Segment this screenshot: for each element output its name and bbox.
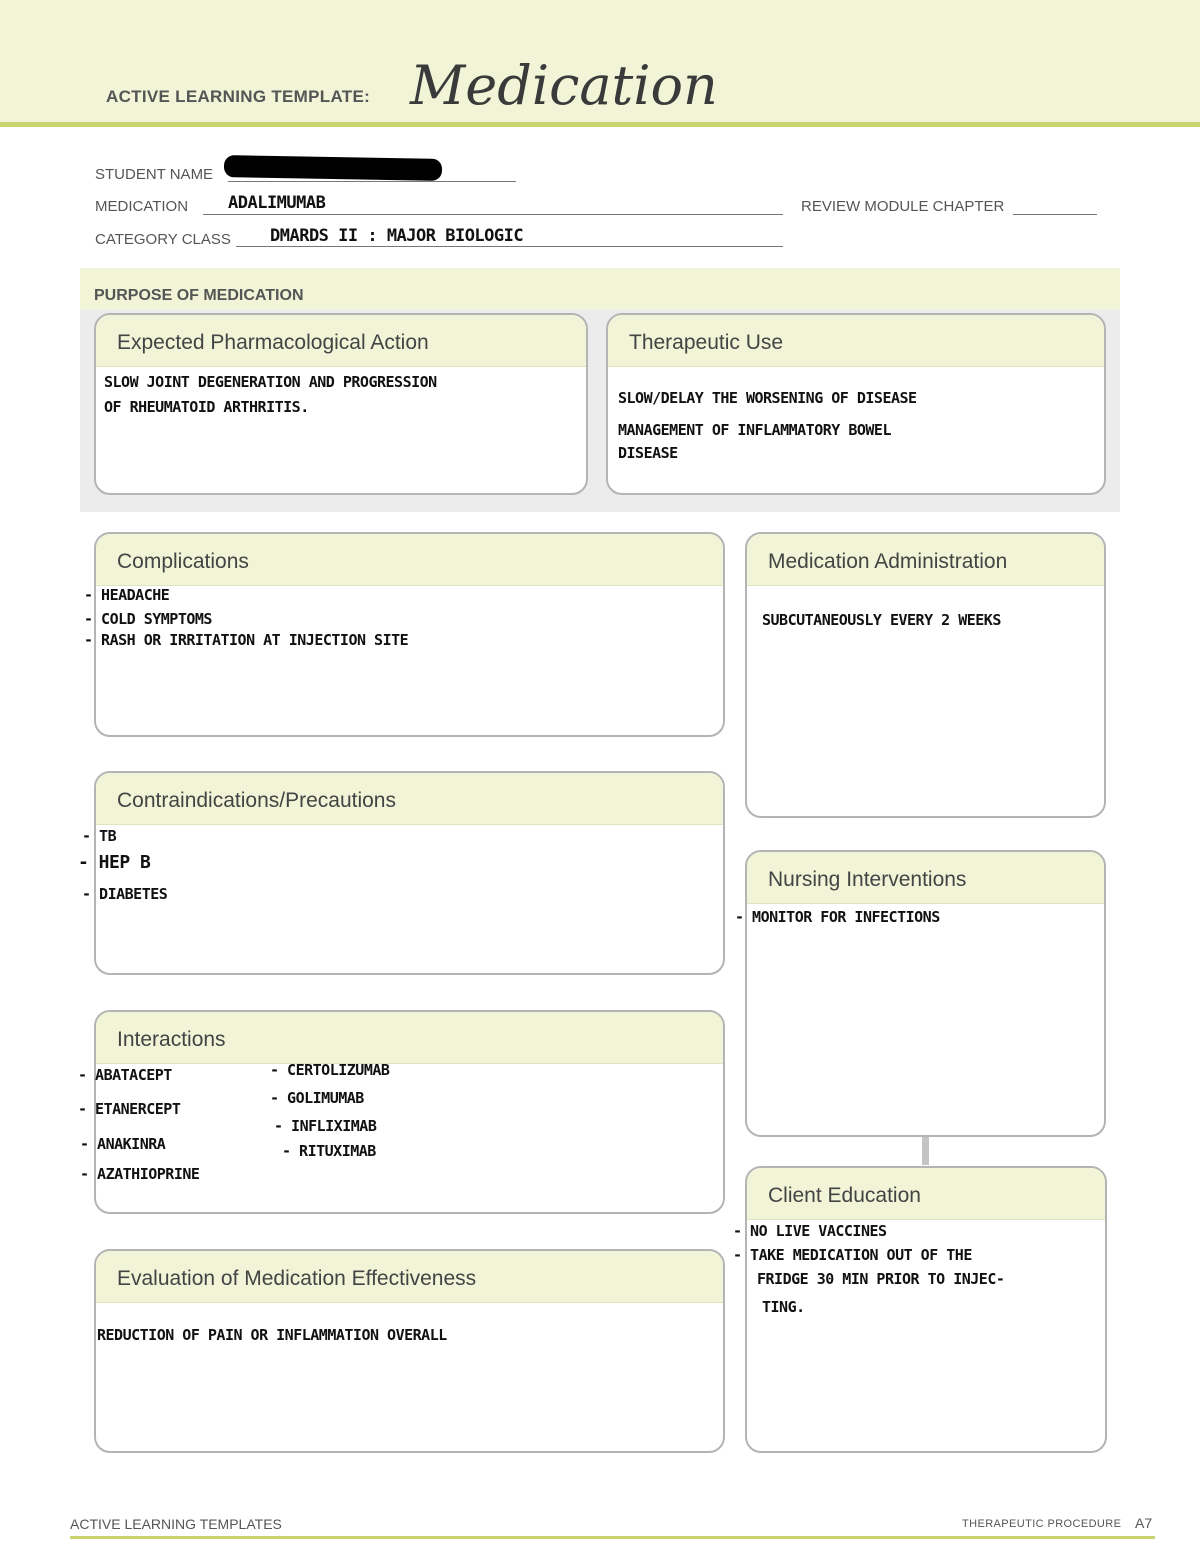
therapeutic-use-line: MANAGEMENT OF INFLAMMATORY BOWEL xyxy=(618,421,891,439)
purpose-title: PURPOSE OF MEDICATION xyxy=(94,287,304,304)
contraindications-line: - HEP B xyxy=(78,852,151,873)
category-class-label: CATEGORY CLASS xyxy=(95,231,231,248)
medication-value: ADALIMUMAB xyxy=(228,193,326,213)
evaluation-box[interactable] xyxy=(94,1249,725,1453)
interactions-item: - ETANERCEPT xyxy=(78,1100,181,1118)
header-divider xyxy=(0,122,1200,127)
student-name-line[interactable] xyxy=(228,181,516,182)
client-education-title: Client Education xyxy=(747,1168,1105,1220)
expected-action-title: Expected Pharmacological Action xyxy=(96,315,586,367)
therapeutic-use-line: SLOW/DELAY THE WORSENING OF DISEASE xyxy=(618,389,917,407)
nursing-interventions-title: Nursing Interventions xyxy=(747,852,1104,904)
client-education-line: FRIDGE 30 MIN PRIOR TO INJEC- xyxy=(757,1270,1005,1288)
expected-action-line: OF RHEUMATOID ARTHRITIS. xyxy=(104,398,309,416)
therapeutic-use-title: Therapeutic Use xyxy=(608,315,1104,367)
complications-title: Complications xyxy=(96,534,723,586)
complications-line: - RASH OR IRRITATION AT INJECTION SITE xyxy=(84,631,409,649)
template-label: ACTIVE LEARNING TEMPLATE: xyxy=(106,87,371,106)
contraindications-box[interactable] xyxy=(94,771,725,975)
therapeutic-use-line: DISEASE xyxy=(618,444,678,462)
review-module-line[interactable] xyxy=(1013,214,1097,215)
evaluation-line: REDUCTION OF PAIN OR INFLAMMATION OVERALL xyxy=(97,1326,447,1344)
page-number: A7 xyxy=(1135,1515,1153,1531)
client-education-line: - NO LIVE VACCINES xyxy=(733,1222,887,1240)
box-connector xyxy=(922,1137,929,1165)
interactions-item: - ANAKINRA xyxy=(80,1135,166,1153)
administration-box[interactable] xyxy=(745,532,1106,818)
interactions-title: Interactions xyxy=(96,1012,723,1064)
interactions-item: - CERTOLIZUMAB xyxy=(270,1061,390,1079)
template-title: Medication xyxy=(410,54,718,117)
interactions-item: - AZATHIOPRINE xyxy=(80,1165,200,1183)
expected-action-line: SLOW JOINT DEGENERATION AND PROGRESSION xyxy=(104,373,437,391)
footer-divider xyxy=(70,1536,1155,1539)
client-education-line: TING. xyxy=(762,1298,805,1316)
medication-line[interactable] xyxy=(203,214,783,215)
administration-line: SUBCUTANEOUSLY EVERY 2 WEEKS xyxy=(762,611,1001,629)
interactions-item: - INFLIXIMAB xyxy=(274,1117,377,1135)
contraindications-line: - TB xyxy=(82,827,117,845)
contraindications-title: Contraindications/Precautions xyxy=(96,773,723,825)
interactions-item: - ABATACEPT xyxy=(78,1066,172,1084)
evaluation-title: Evaluation of Medication Effectiveness xyxy=(96,1251,723,1303)
administration-title: Medication Administration xyxy=(747,534,1104,586)
contraindications-line: - DIABETES xyxy=(82,885,168,903)
nursing-interventions-box[interactable] xyxy=(745,850,1106,1137)
interactions-item: - GOLIMUMAB xyxy=(270,1089,364,1107)
student-name-label: STUDENT NAME xyxy=(95,166,214,183)
complications-line: - COLD SYMPTOMS xyxy=(84,610,212,628)
category-class-line[interactable] xyxy=(236,246,783,247)
redaction-mark xyxy=(224,155,442,181)
client-education-line: - TAKE MEDICATION OUT OF THE xyxy=(733,1246,972,1264)
medication-label: MEDICATION xyxy=(95,198,189,215)
footer-left-text: ACTIVE LEARNING TEMPLATES xyxy=(70,1516,282,1532)
interactions-item: - RITUXIMAB xyxy=(282,1142,376,1160)
category-class-value: DMARDS II : MAJOR BIOLOGIC xyxy=(270,226,524,246)
review-module-label: REVIEW MODULE CHAPTER xyxy=(801,198,1005,215)
nursing-interventions-line: - MONITOR FOR INFECTIONS xyxy=(735,908,940,926)
interactions-box[interactable] xyxy=(94,1010,725,1214)
footer-right-text: THERAPEUTIC PROCEDURE xyxy=(962,1518,1122,1530)
complications-line: - HEADACHE xyxy=(84,586,170,604)
